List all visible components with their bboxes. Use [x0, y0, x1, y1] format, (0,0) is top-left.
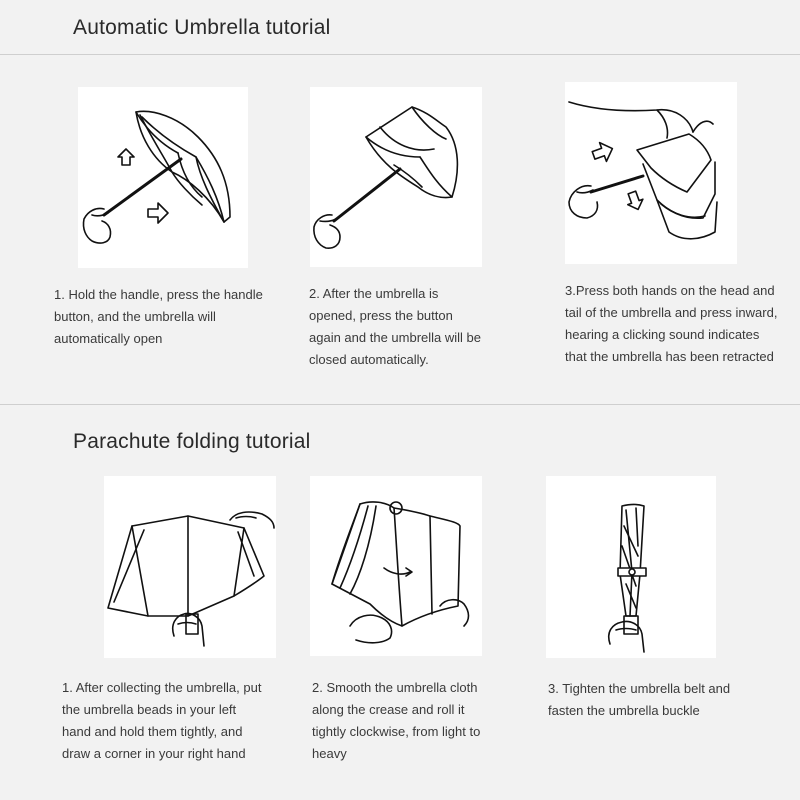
step-caption: 3. Tighten the umbrella belt and fasten the umbrella buckle	[548, 681, 731, 718]
roll-umbrella-icon	[310, 476, 482, 656]
section-title-automatic: Automatic Umbrella tutorial	[73, 16, 331, 39]
step-caption: 1. Hold the handle, press the handle button, and the umbrella will automatically open	[54, 287, 263, 346]
divider	[0, 54, 800, 55]
open-umbrella-icon	[78, 87, 248, 268]
retract-umbrella-icon	[565, 82, 737, 264]
step-caption: 2. Smooth the umbrella cloth along the crease and roll it tightly clockwise, from light to heavy	[312, 680, 481, 761]
collect-umbrella-icon	[104, 476, 276, 658]
closing-umbrella-icon	[310, 87, 482, 267]
buckled-umbrella-icon	[546, 476, 716, 658]
divider	[0, 404, 800, 405]
step-caption: 1. After collecting the umbrella, put the umbrella beads in your left hand and hold them tightly, and draw a corner in your right hand	[62, 680, 262, 761]
section-title-parachute: Parachute folding tutorial	[73, 430, 311, 453]
step-caption: 2. After the umbrella is opened, press the button again and the umbrella will be closed automatically.	[309, 286, 481, 367]
step-caption: 3.Press both hands on the head and tail of the umbrella and press inward, hearing a clicking sound indicates that the umbrella has been retracted	[565, 283, 778, 364]
